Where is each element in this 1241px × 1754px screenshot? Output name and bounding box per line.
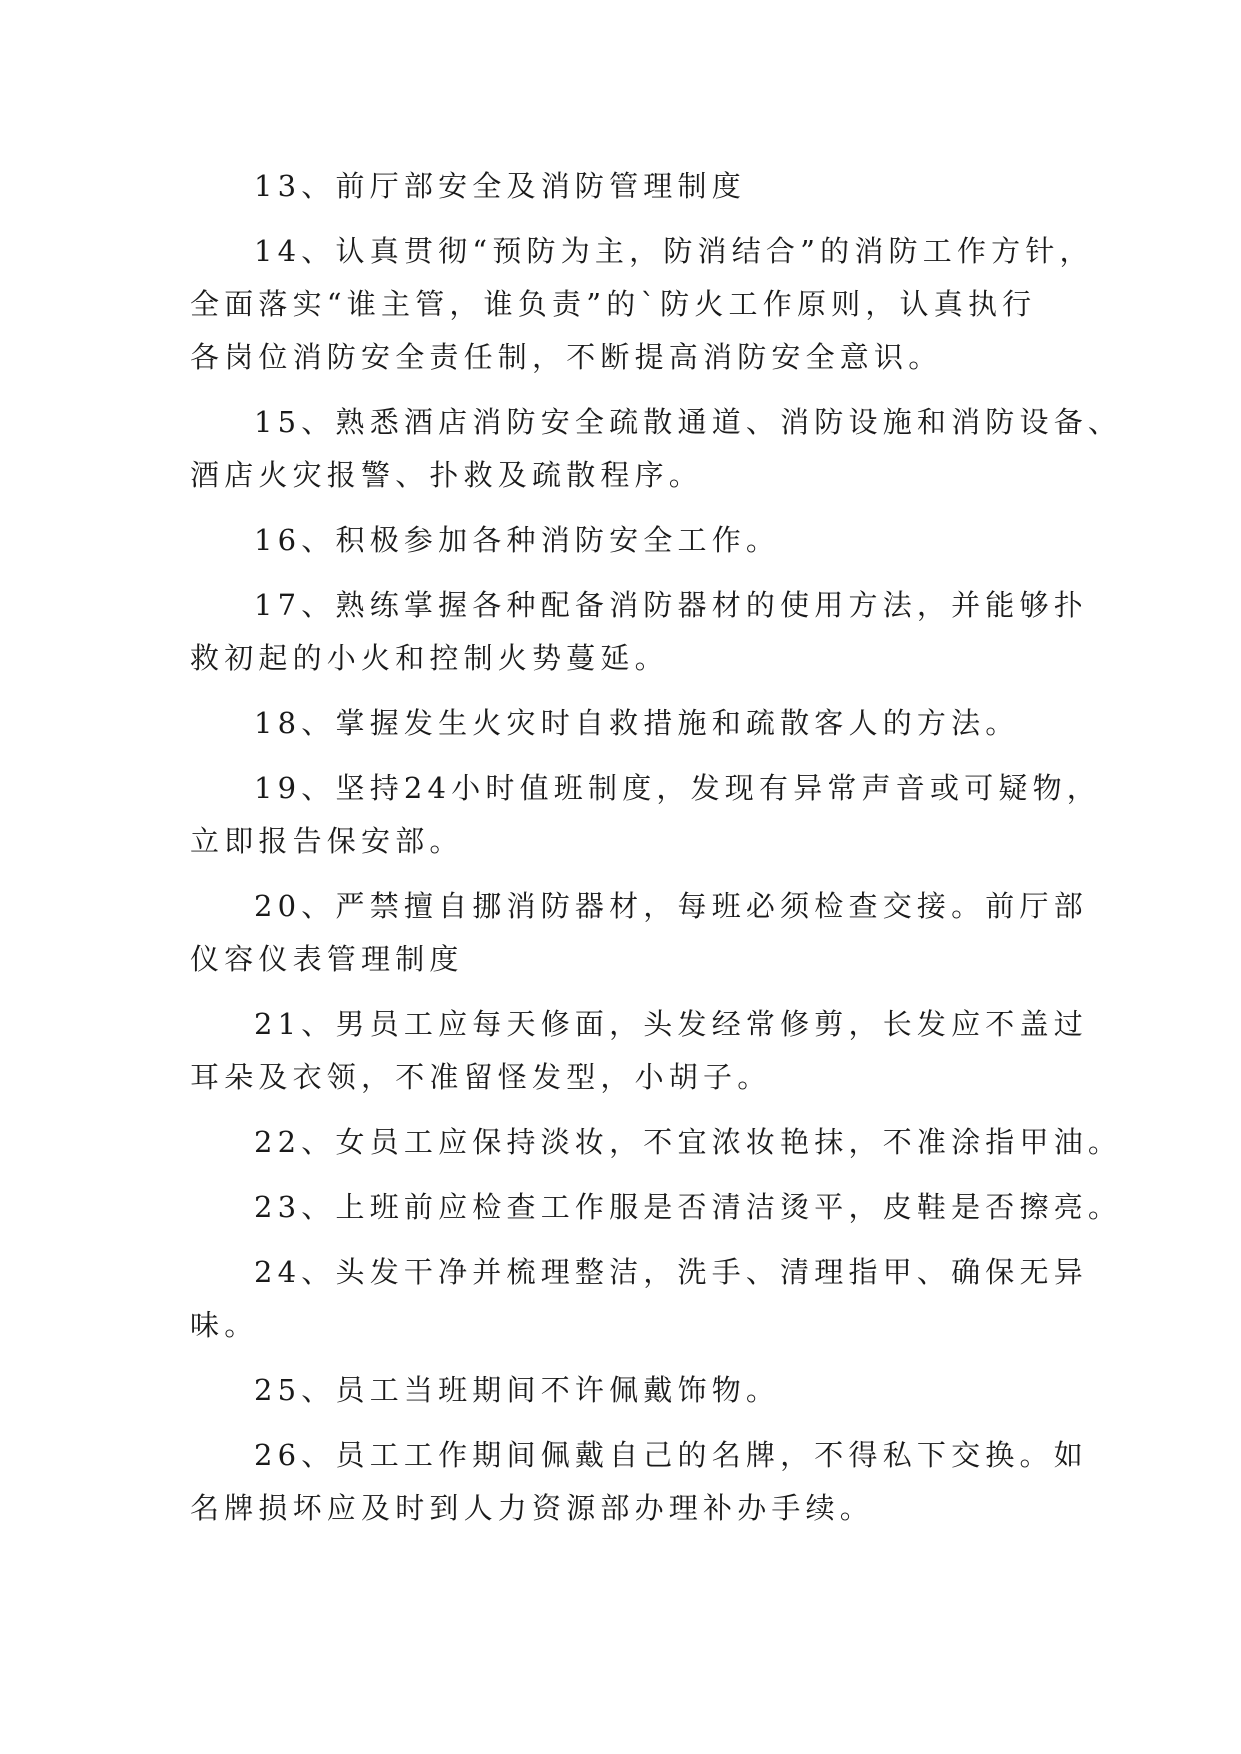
paragraph-line: 21、男员工应每天修面，头发经常修剪，长发应不盖过 bbox=[254, 1007, 1088, 1041]
paragraph-line: 耳朵及衣领，不准留怪发型，小胡子。 bbox=[190, 1060, 772, 1094]
paragraph-line: 25、员工当班期间不许佩戴饰物。 bbox=[254, 1373, 781, 1407]
paragraph-line: 19、坚持24小时值班制度，发现有异常声音或可疑物， bbox=[254, 771, 1102, 805]
paragraph-19 bbox=[190, 762, 1102, 868]
paragraph-24 bbox=[190, 1246, 1088, 1352]
paragraph-22 bbox=[190, 1116, 1123, 1169]
paragraph-line: 22、女员工应保持淡妆，不宜浓妆艳抹，不准涂指甲油。 bbox=[254, 1125, 1123, 1159]
paragraph-18 bbox=[190, 697, 1070, 750]
paragraph-13 bbox=[190, 160, 1070, 213]
paragraph-line: 立即报告保安部。 bbox=[190, 824, 464, 858]
paragraph-line: 17、熟练掌握各种配备消防器材的使用方法，并能够扑 bbox=[254, 588, 1088, 622]
paragraph-line: 酒店火灾报警、扑救及疏散程序。 bbox=[190, 458, 704, 492]
paragraph-21 bbox=[190, 998, 1088, 1104]
paragraph-17 bbox=[190, 579, 1088, 685]
paragraph-line: 20、严禁擅自挪消防器材，每班必须检查交接。前厅部 bbox=[254, 889, 1088, 923]
paragraph-line: 救初起的小火和控制火势蔓延。 bbox=[190, 641, 669, 675]
document-body bbox=[190, 160, 1123, 1547]
paragraph-line: 14、认真贯彻“预防为主，防消结合”的消防工作方针， bbox=[254, 234, 1094, 268]
paragraph-line: 24、头发干净并梳理整洁，洗手、清理指甲、确保无异 bbox=[254, 1255, 1088, 1289]
paragraph-line: 仪容仪表管理制度 bbox=[190, 942, 464, 976]
paragraph-line: 15、熟悉酒店消防安全疏散通道、消防设施和消防设备、 bbox=[254, 405, 1123, 439]
paragraph-23 bbox=[190, 1181, 1123, 1234]
paragraph-line: 23、上班前应检查工作服是否清洁烫平，皮鞋是否擦亮。 bbox=[254, 1190, 1123, 1224]
paragraph-26 bbox=[190, 1429, 1088, 1535]
paragraph-line: 26、员工工作期间佩戴自己的名牌，不得私下交换。如 bbox=[254, 1438, 1088, 1472]
paragraph-line: 18、掌握发生火灾时自救措施和疏散客人的方法。 bbox=[254, 706, 1020, 740]
paragraph-20 bbox=[190, 880, 1088, 986]
paragraph-line: 各岗位消防安全责任制，不断提高消防安全意识。 bbox=[190, 340, 943, 374]
paragraph-16 bbox=[190, 514, 1070, 567]
paragraph-line: 16、积极参加各种消防安全工作。 bbox=[254, 523, 781, 557]
paragraph-line: 全面落实“谁主管，谁负责”的`防火工作原则，认真执行 bbox=[190, 287, 1037, 321]
paragraph-15 bbox=[190, 396, 1123, 502]
paragraph-line: 13、前厅部安全及消防管理制度 bbox=[254, 169, 746, 203]
paragraph-14 bbox=[190, 225, 1094, 384]
paragraph-line: 味。 bbox=[190, 1308, 259, 1342]
paragraph-line: 名牌损坏应及时到人力资源部办理补办手续。 bbox=[190, 1491, 875, 1525]
paragraph-25 bbox=[190, 1364, 1070, 1417]
